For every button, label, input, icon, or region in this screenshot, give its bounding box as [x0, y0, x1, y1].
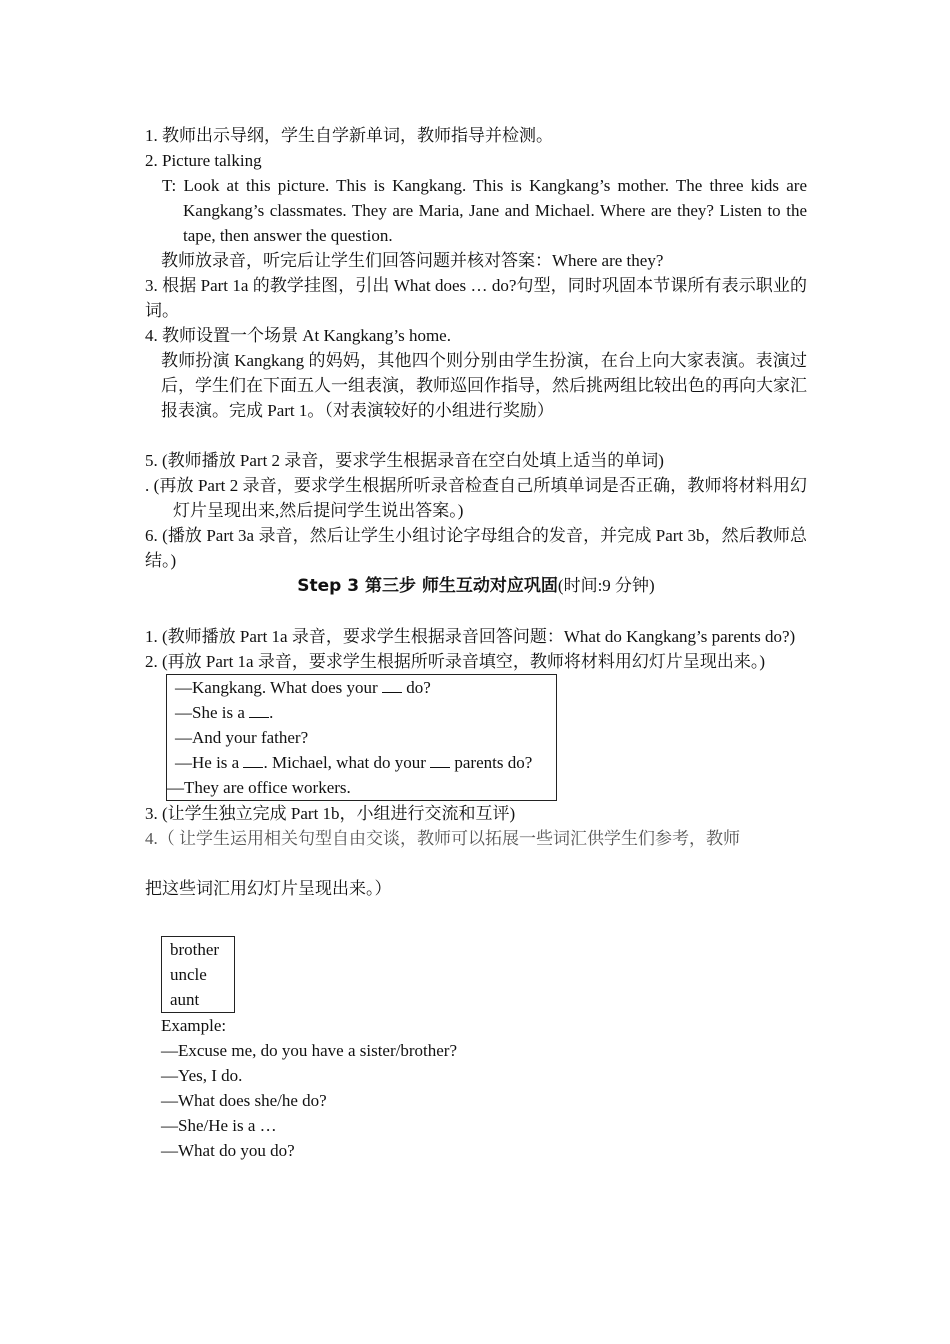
- blank: [430, 755, 450, 768]
- step3-item-2: 2. (再放 Part 1a 录音，要求学生根据所听录音填空，教师将材料用幻灯片呈现出来。): [145, 652, 766, 671]
- role-play-note: 教师扮演 Kangkang 的妈妈，其他四个则分别由学生扮演，在台上向大家表演。表演过后，学生们在下面五人一组表演，教师巡回作指导，然后挑两组比较出色的再向大家汇报表演。完成 Part 1。（对表演较好的小组进行奖励）: [161, 351, 807, 420]
- vocab-word: aunt: [170, 990, 200, 1009]
- dialog-box: [166, 674, 557, 801]
- blank: [249, 705, 269, 718]
- step-3-heading: [145, 573, 807, 599]
- item-2: 2. Picture talking: [145, 151, 262, 170]
- item-replay: . (再放 Part 2 录音，要求学生根据所听录音检查自己所填单词是否正确，教师将材料用幻灯片呈现出来,然后提问学生说出答案。): [145, 476, 807, 520]
- step-3-time: (时间:9 分钟): [557, 576, 655, 595]
- example-line: —She/He is a …: [161, 1116, 277, 1135]
- example-line: —What do you do?: [161, 1141, 295, 1160]
- step3-item-1: 1. (教师播放 Part 1a 录音，要求学生根据录音回答问题：What do Kangkang’s parents do?): [145, 627, 796, 646]
- item-4: 4. 教师设置一个场景 At Kangkang’s home.: [145, 326, 451, 345]
- vocab-box: [161, 936, 235, 1013]
- dialog-line-2: [167, 700, 550, 725]
- play-tape-note: 教师放录音，听完后让学生们回答问题并核对答案：Where are they?: [161, 251, 664, 270]
- spacer: [145, 851, 807, 876]
- item-5: 5. (教师播放 Part 2 录音，要求学生根据录音在空白处填上适当的单词): [145, 451, 664, 470]
- dialog-line-4: [167, 750, 550, 775]
- item-1: 1. 教师出示导纲，学生自学新单词，教师指导并检测。: [145, 126, 553, 145]
- spacer: [145, 423, 807, 448]
- blank: [382, 680, 402, 693]
- step3-item-4-cont: 把这些词汇用幻灯片呈现出来。）: [145, 879, 392, 898]
- example-label: Example:: [161, 1016, 227, 1035]
- dialog-line-3: —And your father?: [175, 728, 309, 747]
- vocab-word: uncle: [170, 965, 207, 984]
- example-line: —Excuse me, do you have a sister/brother?: [161, 1041, 457, 1060]
- dialog-text: do?: [401, 678, 431, 697]
- blank: [243, 755, 263, 768]
- spacer: [145, 901, 807, 926]
- dialog-text: parents do?: [450, 753, 533, 772]
- dialog-line-5: —They are office workers.: [167, 778, 351, 797]
- vocab-word: brother: [170, 940, 220, 959]
- dialog-text: .: [269, 703, 274, 722]
- dialog-text: . Michael, what do your: [263, 753, 431, 772]
- step3-item-4: 4.（ 让学生运用相关句型自由交谈，教师可以拓展一些词汇供学生们参考，教师: [145, 829, 740, 848]
- example-line: —Yes, I do.: [161, 1066, 243, 1085]
- dialog-text: —He is a: [175, 753, 244, 772]
- example-line: —What does she/he do?: [161, 1091, 327, 1110]
- item-6: 6. (播放 Part 3a 录音，然后让学生小组讨论字母组合的发音，并完成 Part 3b，然后教师总结。): [145, 526, 807, 570]
- teacher-talk: T: Look at this picture. This is Kangkang. This is Kangkang’s mother. The three kids are Kangkang’s classmates. They are Maria, Jane and Michael. Where are they? Listen to the tape, then answer the question.: [162, 176, 807, 245]
- dialog-line-1: [167, 675, 550, 700]
- document-page: [145, 123, 807, 1163]
- dialog-text: —Kangkang. What does your: [175, 678, 382, 697]
- item-3: 3. 根据 Part 1a 的教学挂图，引出 What does … do?句型，同时巩固本节课所有表示职业的词。: [145, 276, 807, 320]
- step3-item-3: 3. (让学生独立完成 Part 1b，小组进行交流和互评): [145, 804, 516, 823]
- dialog-text: —She is a: [175, 703, 250, 722]
- spacer: [145, 599, 807, 624]
- step-3-label: Step 3 第三步 师生互动对应巩固: [297, 576, 558, 596]
